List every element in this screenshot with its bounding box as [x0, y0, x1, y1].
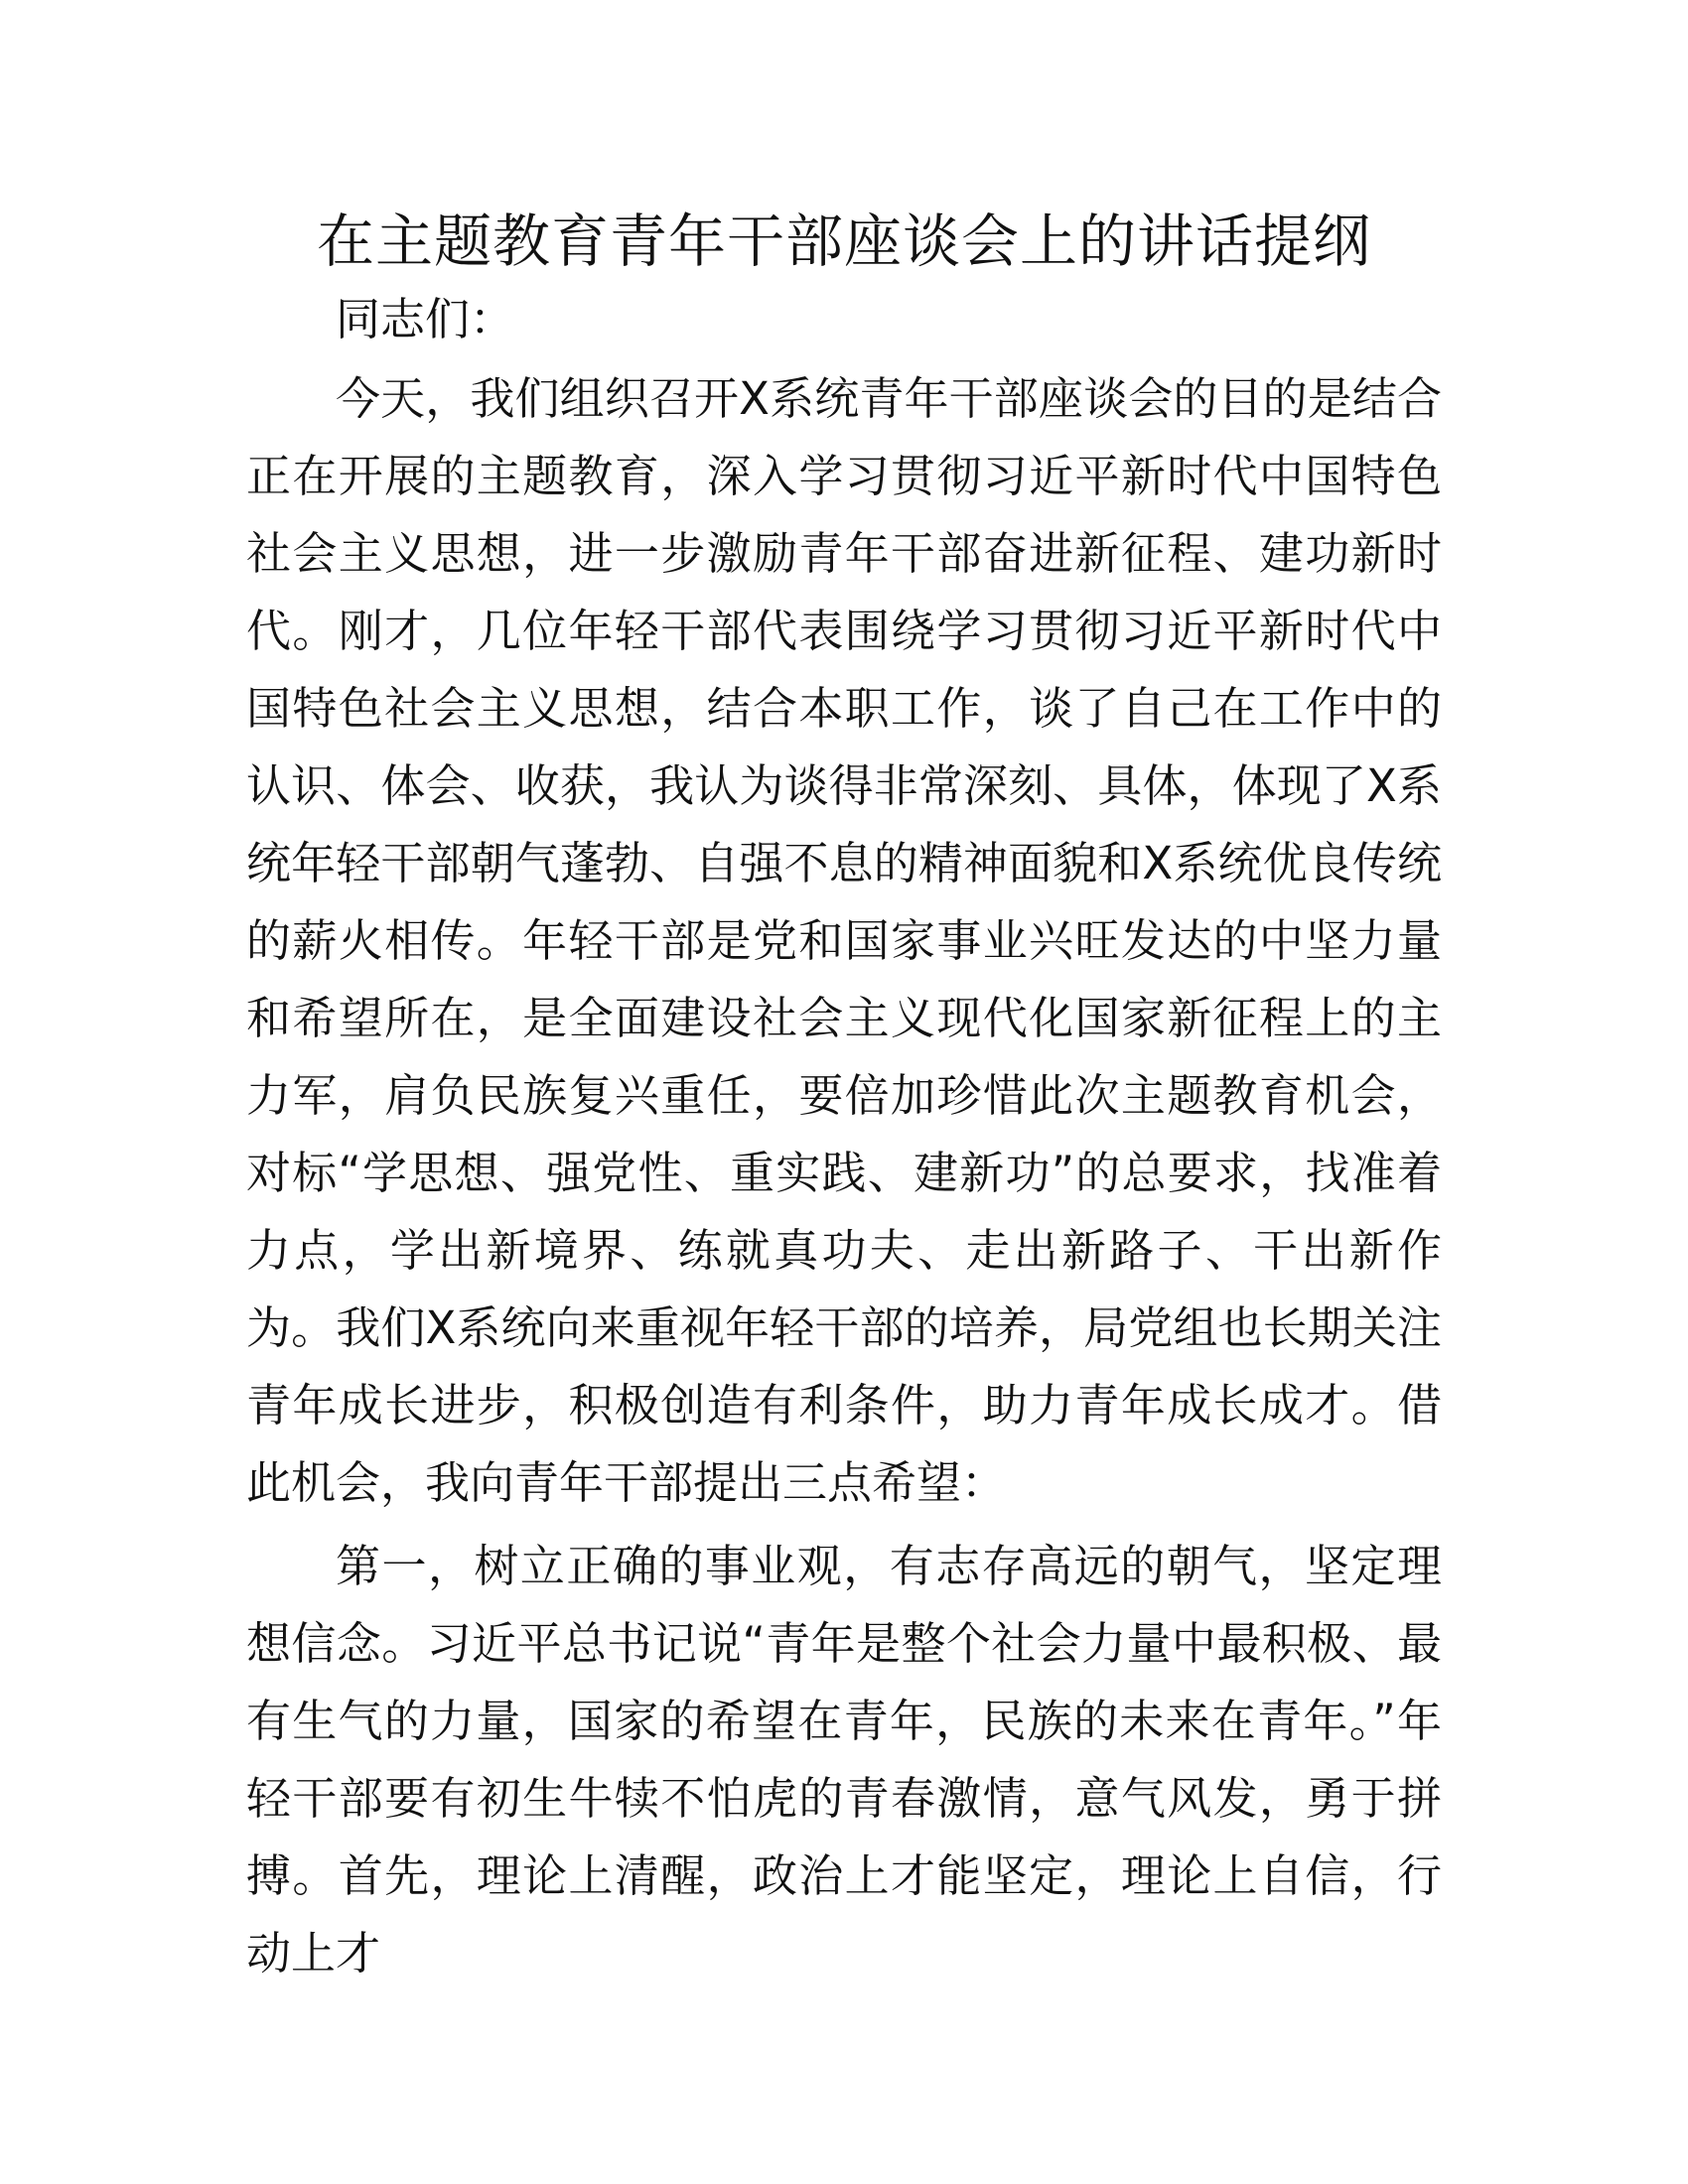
paragraph-first-point: 第一，树立正确的事业观，有志存高远的朝气，坚定理想信念。习近平总书记说“青年是整个社会力量中最积极、最有生气的力量，国家的希望在青年，民族的未来在青年。”年轻干部要有初生牛犊不怕虎的青春激情，意气风发，勇于拼搏。首先，理论上清醒，政治上才能坚定，理论上自信，行动上才 — [246, 1540, 1442, 1979]
paragraph-intro: 今天，我们组织召开X系统青年干部座谈会的目的是结合正在开展的主题教育，深入学习贯彻习近平新时代中国特色社会主义思想，进一步激励青年干部奋进新征程、建功新时代。刚才，几位年轻干部代表围绕学习贯彻习近平新时代中国特色社会主义思想，结合本职工作，谈了自己在工作中的认识、体会、收获，我认为谈得非常深刻、具体，体现了X系统年轻干部朝气蓬勃、自强不息的精神面貌和X系统优良传统的薪火相传。年轻干部是党和国家事业兴旺发达的中坚力量和希望所在，是全面建设社会主义现代化国家新征程上的主力军，肩负民族复兴重任，要倍加珍惜此次主题教育机会，对标“学思想、强党性、重实践、建新功”的总要求，找准着力点，学出新境界、练就真功夫、走出新路子、干出新作为。我们X系统向来重视年轻干部的培养，局党组也长期关注青年成长进步，积极创造有利条件，助力青年成长成才。借此机会，我向青年干部提出三点希望： — [246, 372, 1442, 1509]
document-body — [246, 281, 1442, 1992]
document-page — [246, 0, 1442, 2184]
document-title: 在主题教育青年干部座谈会上的讲话提纲 — [316, 207, 1371, 275]
greeting: 同志们： — [336, 293, 515, 345]
